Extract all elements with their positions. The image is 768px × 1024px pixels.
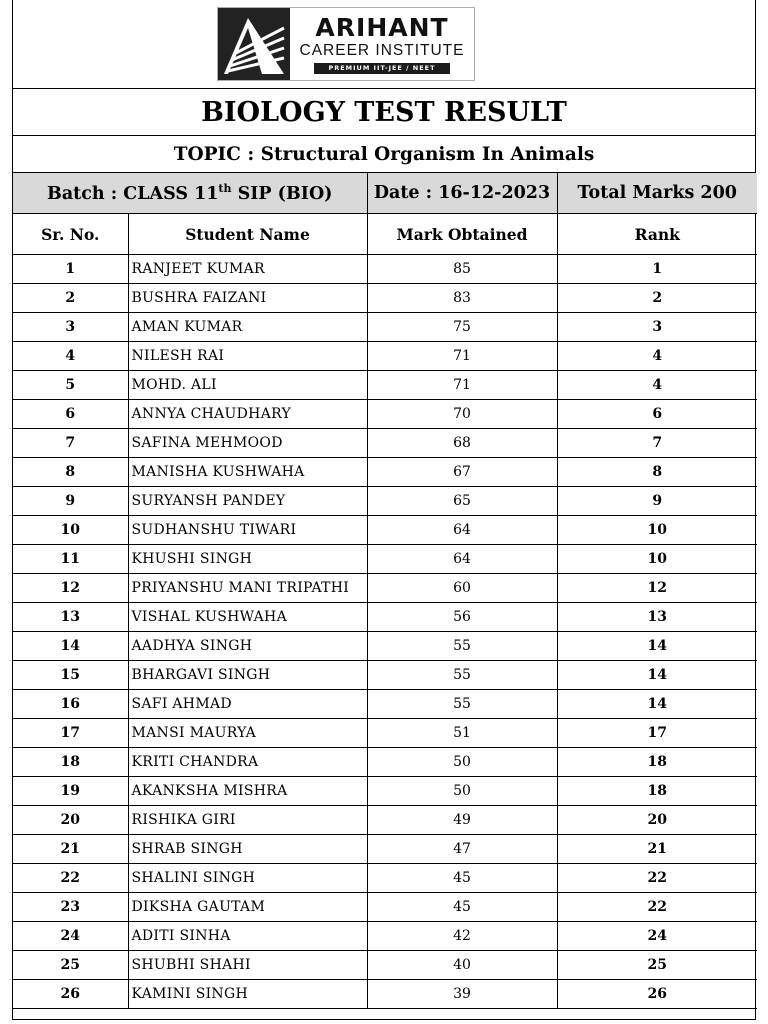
page-title: BIOLOGY TEST RESULT (13, 89, 755, 136)
student-name-cell: NILESH RAI (128, 342, 367, 371)
rank-cell: 25 (557, 951, 757, 980)
rank-cell: 9 (557, 487, 757, 516)
table-row (13, 284, 757, 313)
sr-no-cell: 1 (13, 255, 128, 284)
table-row (13, 980, 757, 1009)
table-row (13, 313, 757, 342)
batch-suffix: SIP (BIO) (231, 183, 333, 204)
table-row (13, 342, 757, 371)
mark-cell: 47 (367, 835, 557, 864)
header-rank: Rank (557, 214, 757, 255)
date-cell: Date : 16-12-2023 (367, 173, 557, 214)
sr-no-cell: 14 (13, 632, 128, 661)
logo-tagline: PREMIUM IIT-JEE / NEET (314, 63, 449, 74)
sr-no-cell: 9 (13, 487, 128, 516)
mark-cell: 40 (367, 951, 557, 980)
table-row (13, 574, 757, 603)
sr-no-cell: 17 (13, 719, 128, 748)
batch-prefix: Batch : CLASS 11 (47, 183, 219, 204)
mark-cell: 68 (367, 429, 557, 458)
logo-subtitle: CAREER INSTITUTE (299, 42, 465, 59)
rank-cell: 26 (557, 980, 757, 1009)
table-row (13, 487, 757, 516)
student-name-cell: ADITI SINHA (128, 922, 367, 951)
topic-line: TOPIC : Structural Organism In Animals (13, 136, 755, 173)
mark-cell: 83 (367, 284, 557, 313)
mark-cell: 50 (367, 748, 557, 777)
rank-cell: 2 (557, 284, 757, 313)
student-name-cell: MANSI MAURYA (128, 719, 367, 748)
mark-cell: 45 (367, 864, 557, 893)
table-row (13, 661, 757, 690)
student-name-cell: MANISHA KUSHWAHA (128, 458, 367, 487)
mark-cell: 39 (367, 980, 557, 1009)
rank-cell: 22 (557, 864, 757, 893)
sr-no-cell: 6 (13, 400, 128, 429)
sr-no-cell: 26 (13, 980, 128, 1009)
sr-no-cell: 19 (13, 777, 128, 806)
mark-cell: 56 (367, 603, 557, 632)
rank-cell: 4 (557, 371, 757, 400)
rank-cell: 14 (557, 690, 757, 719)
mark-cell: 75 (367, 313, 557, 342)
mark-cell: 55 (367, 632, 557, 661)
rank-cell: 14 (557, 661, 757, 690)
student-name-cell: AMAN KUMAR (128, 313, 367, 342)
student-name-cell: SAFI AHMAD (128, 690, 367, 719)
mark-cell: 42 (367, 922, 557, 951)
sr-no-cell: 24 (13, 922, 128, 951)
rank-cell: 18 (557, 777, 757, 806)
sr-no-cell: 15 (13, 661, 128, 690)
table-row (13, 458, 757, 487)
rank-cell: 6 (557, 400, 757, 429)
logo-triangle-icon (218, 8, 290, 80)
results-table (13, 173, 757, 1009)
table-row (13, 603, 757, 632)
student-name-cell: RISHIKA GIRI (128, 806, 367, 835)
sr-no-cell: 20 (13, 806, 128, 835)
sr-no-cell: 13 (13, 603, 128, 632)
sr-no-cell: 16 (13, 690, 128, 719)
rank-cell: 14 (557, 632, 757, 661)
mark-cell: 51 (367, 719, 557, 748)
mark-cell: 64 (367, 516, 557, 545)
sr-no-cell: 22 (13, 864, 128, 893)
rank-cell: 3 (557, 313, 757, 342)
sr-no-cell: 21 (13, 835, 128, 864)
student-name-cell: SHALINI SINGH (128, 864, 367, 893)
batch-cell (13, 173, 367, 214)
table-row (13, 835, 757, 864)
rank-cell: 20 (557, 806, 757, 835)
mark-cell: 67 (367, 458, 557, 487)
total-marks-cell: Total Marks 200 (557, 173, 757, 214)
rank-cell: 10 (557, 545, 757, 574)
mark-cell: 71 (367, 371, 557, 400)
logo-brand: ARIHANT (315, 13, 449, 42)
rank-cell: 7 (557, 429, 757, 458)
student-name-cell: SHRAB SINGH (128, 835, 367, 864)
student-name-cell: RANJEET KUMAR (128, 255, 367, 284)
table-row (13, 777, 757, 806)
table-row (13, 632, 757, 661)
student-name-cell: ANNYA CHAUDHARY (128, 400, 367, 429)
sr-no-cell: 7 (13, 429, 128, 458)
student-name-cell: MOHD. ALI (128, 371, 367, 400)
mark-cell: 64 (367, 545, 557, 574)
student-name-cell: KAMINI SINGH (128, 980, 367, 1009)
mark-cell: 85 (367, 255, 557, 284)
table-row (13, 922, 757, 951)
sr-no-cell: 18 (13, 748, 128, 777)
student-name-cell: DIKSHA GAUTAM (128, 893, 367, 922)
student-name-cell: KRITI CHANDRA (128, 748, 367, 777)
table-row (13, 719, 757, 748)
logo-text (290, 8, 474, 80)
rank-cell: 4 (557, 342, 757, 371)
mark-cell: 45 (367, 893, 557, 922)
arihant-logo (217, 7, 475, 81)
rank-cell: 1 (557, 255, 757, 284)
header-sr-no: Sr. No. (13, 214, 128, 255)
rank-cell: 24 (557, 922, 757, 951)
student-name-cell: AKANKSHA MISHRA (128, 777, 367, 806)
header-student-name: Student Name (128, 214, 367, 255)
header-logo-row (13, 0, 755, 89)
student-name-cell: SAFINA MEHMOOD (128, 429, 367, 458)
table-row (13, 893, 757, 922)
mark-cell: 50 (367, 777, 557, 806)
student-name-cell: AADHYA SINGH (128, 632, 367, 661)
rank-cell: 17 (557, 719, 757, 748)
student-name-cell: BUSHRA FAIZANI (128, 284, 367, 313)
mark-cell: 55 (367, 690, 557, 719)
column-header-row (13, 214, 757, 255)
sr-no-cell: 12 (13, 574, 128, 603)
sr-no-cell: 3 (13, 313, 128, 342)
rank-cell: 21 (557, 835, 757, 864)
sr-no-cell: 4 (13, 342, 128, 371)
table-row (13, 864, 757, 893)
student-name-cell: KHUSHI SINGH (128, 545, 367, 574)
student-name-cell: PRIYANSHU MANI TRIPATHI (128, 574, 367, 603)
mark-cell: 60 (367, 574, 557, 603)
sr-no-cell: 23 (13, 893, 128, 922)
rank-cell: 10 (557, 516, 757, 545)
sr-no-cell: 11 (13, 545, 128, 574)
table-row (13, 255, 757, 284)
table-row (13, 748, 757, 777)
table-row (13, 516, 757, 545)
rank-cell: 8 (557, 458, 757, 487)
sr-no-cell: 10 (13, 516, 128, 545)
result-sheet (12, 0, 756, 1020)
mark-cell: 71 (367, 342, 557, 371)
table-row (13, 400, 757, 429)
sr-no-cell: 2 (13, 284, 128, 313)
table-row (13, 690, 757, 719)
table-row (13, 429, 757, 458)
batch-sup: th (218, 182, 232, 196)
header-mark-obtained: Mark Obtained (367, 214, 557, 255)
rank-cell: 22 (557, 893, 757, 922)
table-row (13, 545, 757, 574)
table-row (13, 371, 757, 400)
student-name-cell: SUDHANSHU TIWARI (128, 516, 367, 545)
sr-no-cell: 5 (13, 371, 128, 400)
mark-cell: 55 (367, 661, 557, 690)
mark-cell: 65 (367, 487, 557, 516)
student-name-cell: VISHAL KUSHWAHA (128, 603, 367, 632)
rank-cell: 13 (557, 603, 757, 632)
student-name-cell: SHUBHI SHAHI (128, 951, 367, 980)
sr-no-cell: 8 (13, 458, 128, 487)
info-row (13, 173, 757, 214)
student-name-cell: SURYANSH PANDEY (128, 487, 367, 516)
rank-cell: 18 (557, 748, 757, 777)
mark-cell: 49 (367, 806, 557, 835)
sr-no-cell: 25 (13, 951, 128, 980)
mark-cell: 70 (367, 400, 557, 429)
table-row (13, 806, 757, 835)
rank-cell: 12 (557, 574, 757, 603)
student-name-cell: BHARGAVI SINGH (128, 661, 367, 690)
table-row (13, 951, 757, 980)
